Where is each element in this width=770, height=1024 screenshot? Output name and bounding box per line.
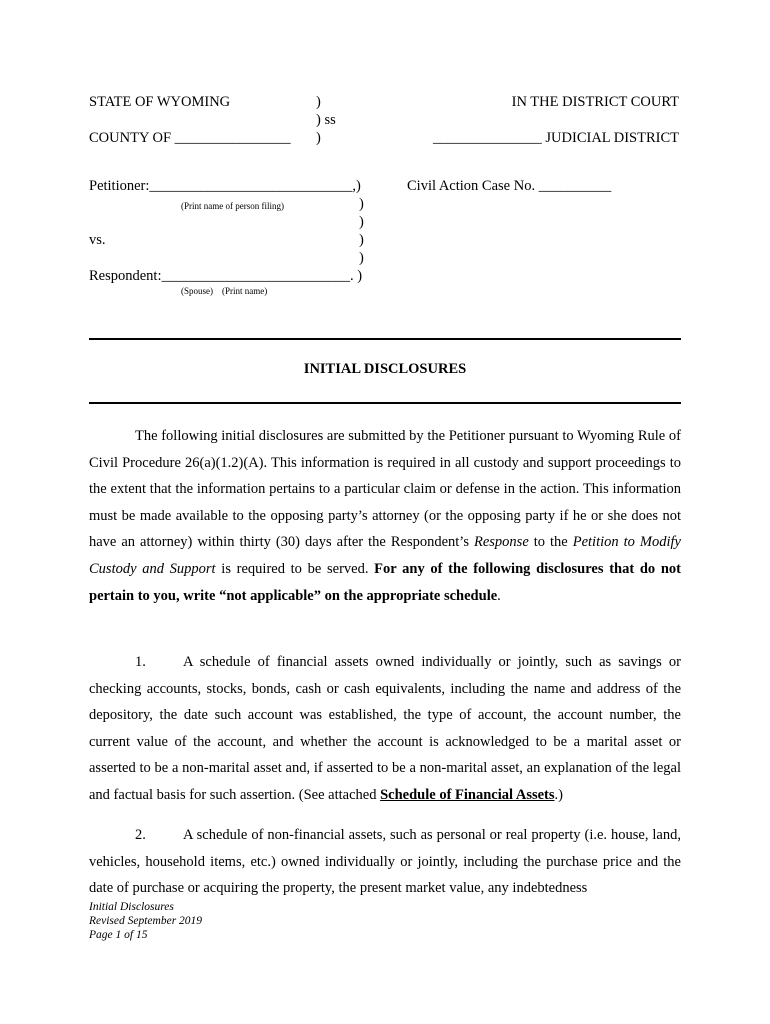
- caption-paren: ): [359, 196, 364, 212]
- list-item: [89, 822, 681, 902]
- state-label: STATE OF WYOMING: [89, 94, 231, 110]
- top-rule: [89, 338, 681, 340]
- respondent-line: Respondent:__________________________. ): [89, 268, 363, 284]
- bottom-rule: [89, 402, 681, 404]
- court-label: IN THE DISTRICT COURT: [511, 94, 679, 110]
- item-text: A schedule of financial assets owned individually or jointly, such as savings or checking accounts, stocks, bonds, cash or cash equivalents, including the name and address of the depository, the date such account was established, the type of account, the account number, the current value of the account, and whether the account is acknowledged to be a marital asset or asserted to be a non-marital asset and, if asserted to be a non-marital asset, an explanation of the legal and factual basis for such assertion. (See attached: [89, 654, 681, 803]
- district-line: _______________ JUDICIAL DISTRICT: [433, 130, 679, 146]
- caption-paren: ): [359, 232, 364, 248]
- caption-paren: ): [316, 130, 321, 146]
- response-term: Response: [473, 534, 529, 551]
- intro-text: The following initial disclosures are submitted by the Petitioner pursuant to Wyoming Rule of Civil Procedure 26(a)(1.2)(A). This information is required in all custody and support proceedings to the extent that the information pertains to a particular claim or defense in the action. This information must be made available to the opposing party’s attorney (or the opposing party if he or she does not have an attorney) within thirty (30) days after the Respondent’s: [89, 428, 681, 551]
- footer-revision: Revised September 2019: [89, 915, 203, 927]
- petitioner-hint: (Print name of person filing): [181, 201, 284, 211]
- item-text: A schedule of non-financial assets, such as personal or real property (i.e. house, land, vehicles, household items, etc.) owned individually or jointly, including the purchase price and the date of purchase or acquiring the property, the present market value, any indebtedness: [89, 827, 681, 897]
- page-footer: [89, 900, 202, 942]
- caption-paren: ): [359, 214, 364, 230]
- county-line: COUNTY OF ________________: [89, 130, 291, 146]
- caption-paren-ss: ) ss: [316, 112, 336, 128]
- petition-term: Petition to Modify Custody and Support: [89, 534, 681, 577]
- document-title: INITIAL DISCLOSURES: [303, 361, 467, 377]
- caption-paren: ): [316, 94, 321, 110]
- respondent-hint: (Spouse) (Print name): [181, 286, 268, 296]
- item-number: 1.: [135, 654, 146, 670]
- intro-text: is required to be served.: [215, 560, 375, 577]
- item-number: 2.: [135, 827, 146, 843]
- intro-paragraph: The following initial disclosures are submitted by the Petitioner pursuant to Wyoming Rule of Civil Procedure 26(a)(1.2)(A). This information is required in all custody and support proceedings to the extent that the information pertains to a particular claim or defense in the action. This information must be made available to the opposing party’s attorney (or the opposing party if he or she does not have an attorney) within thirty (30) days after the Respondent’s Response to the Petition to Modify Custody and Support is required to be served. For any of the following disclosures that do not pertain to you, write “not applicable” on the appropriate schedule.: [89, 428, 682, 604]
- petitioner-line: Petitioner:____________________________,): [89, 178, 361, 194]
- not-applicable-instruction: For any of the following disclosures that do not pertain to you, write “not applicable” on the appropriate schedule: [89, 560, 682, 604]
- caption-paren: ): [359, 250, 364, 266]
- schedule-financial-assets-link[interactable]: Schedule of Financial Assets: [380, 786, 555, 803]
- list-item: 1. A schedule of financial assets owned individually or jointly, such as savings or checking accounts, stocks, bonds, cash or cash equivalents, including the name and address of the depository, the date such account was established, the type of account, the account number, the current value of the account, and whether the account is acknowledged to be a marital asset or asserted to be a non-marital asset and, if asserted to be a non-marital asset, an explanation of the legal and factual basis for such assertion. (See attached Schedule of Financial Assets.): [89, 649, 681, 809]
- vs-label: vs.: [89, 232, 106, 248]
- footer-title: Initial Disclosures: [89, 901, 174, 913]
- page-number: Page 1 of 15: [89, 929, 148, 941]
- case-number-line: Civil Action Case No. __________: [407, 178, 612, 194]
- intro-text: to the: [528, 534, 573, 551]
